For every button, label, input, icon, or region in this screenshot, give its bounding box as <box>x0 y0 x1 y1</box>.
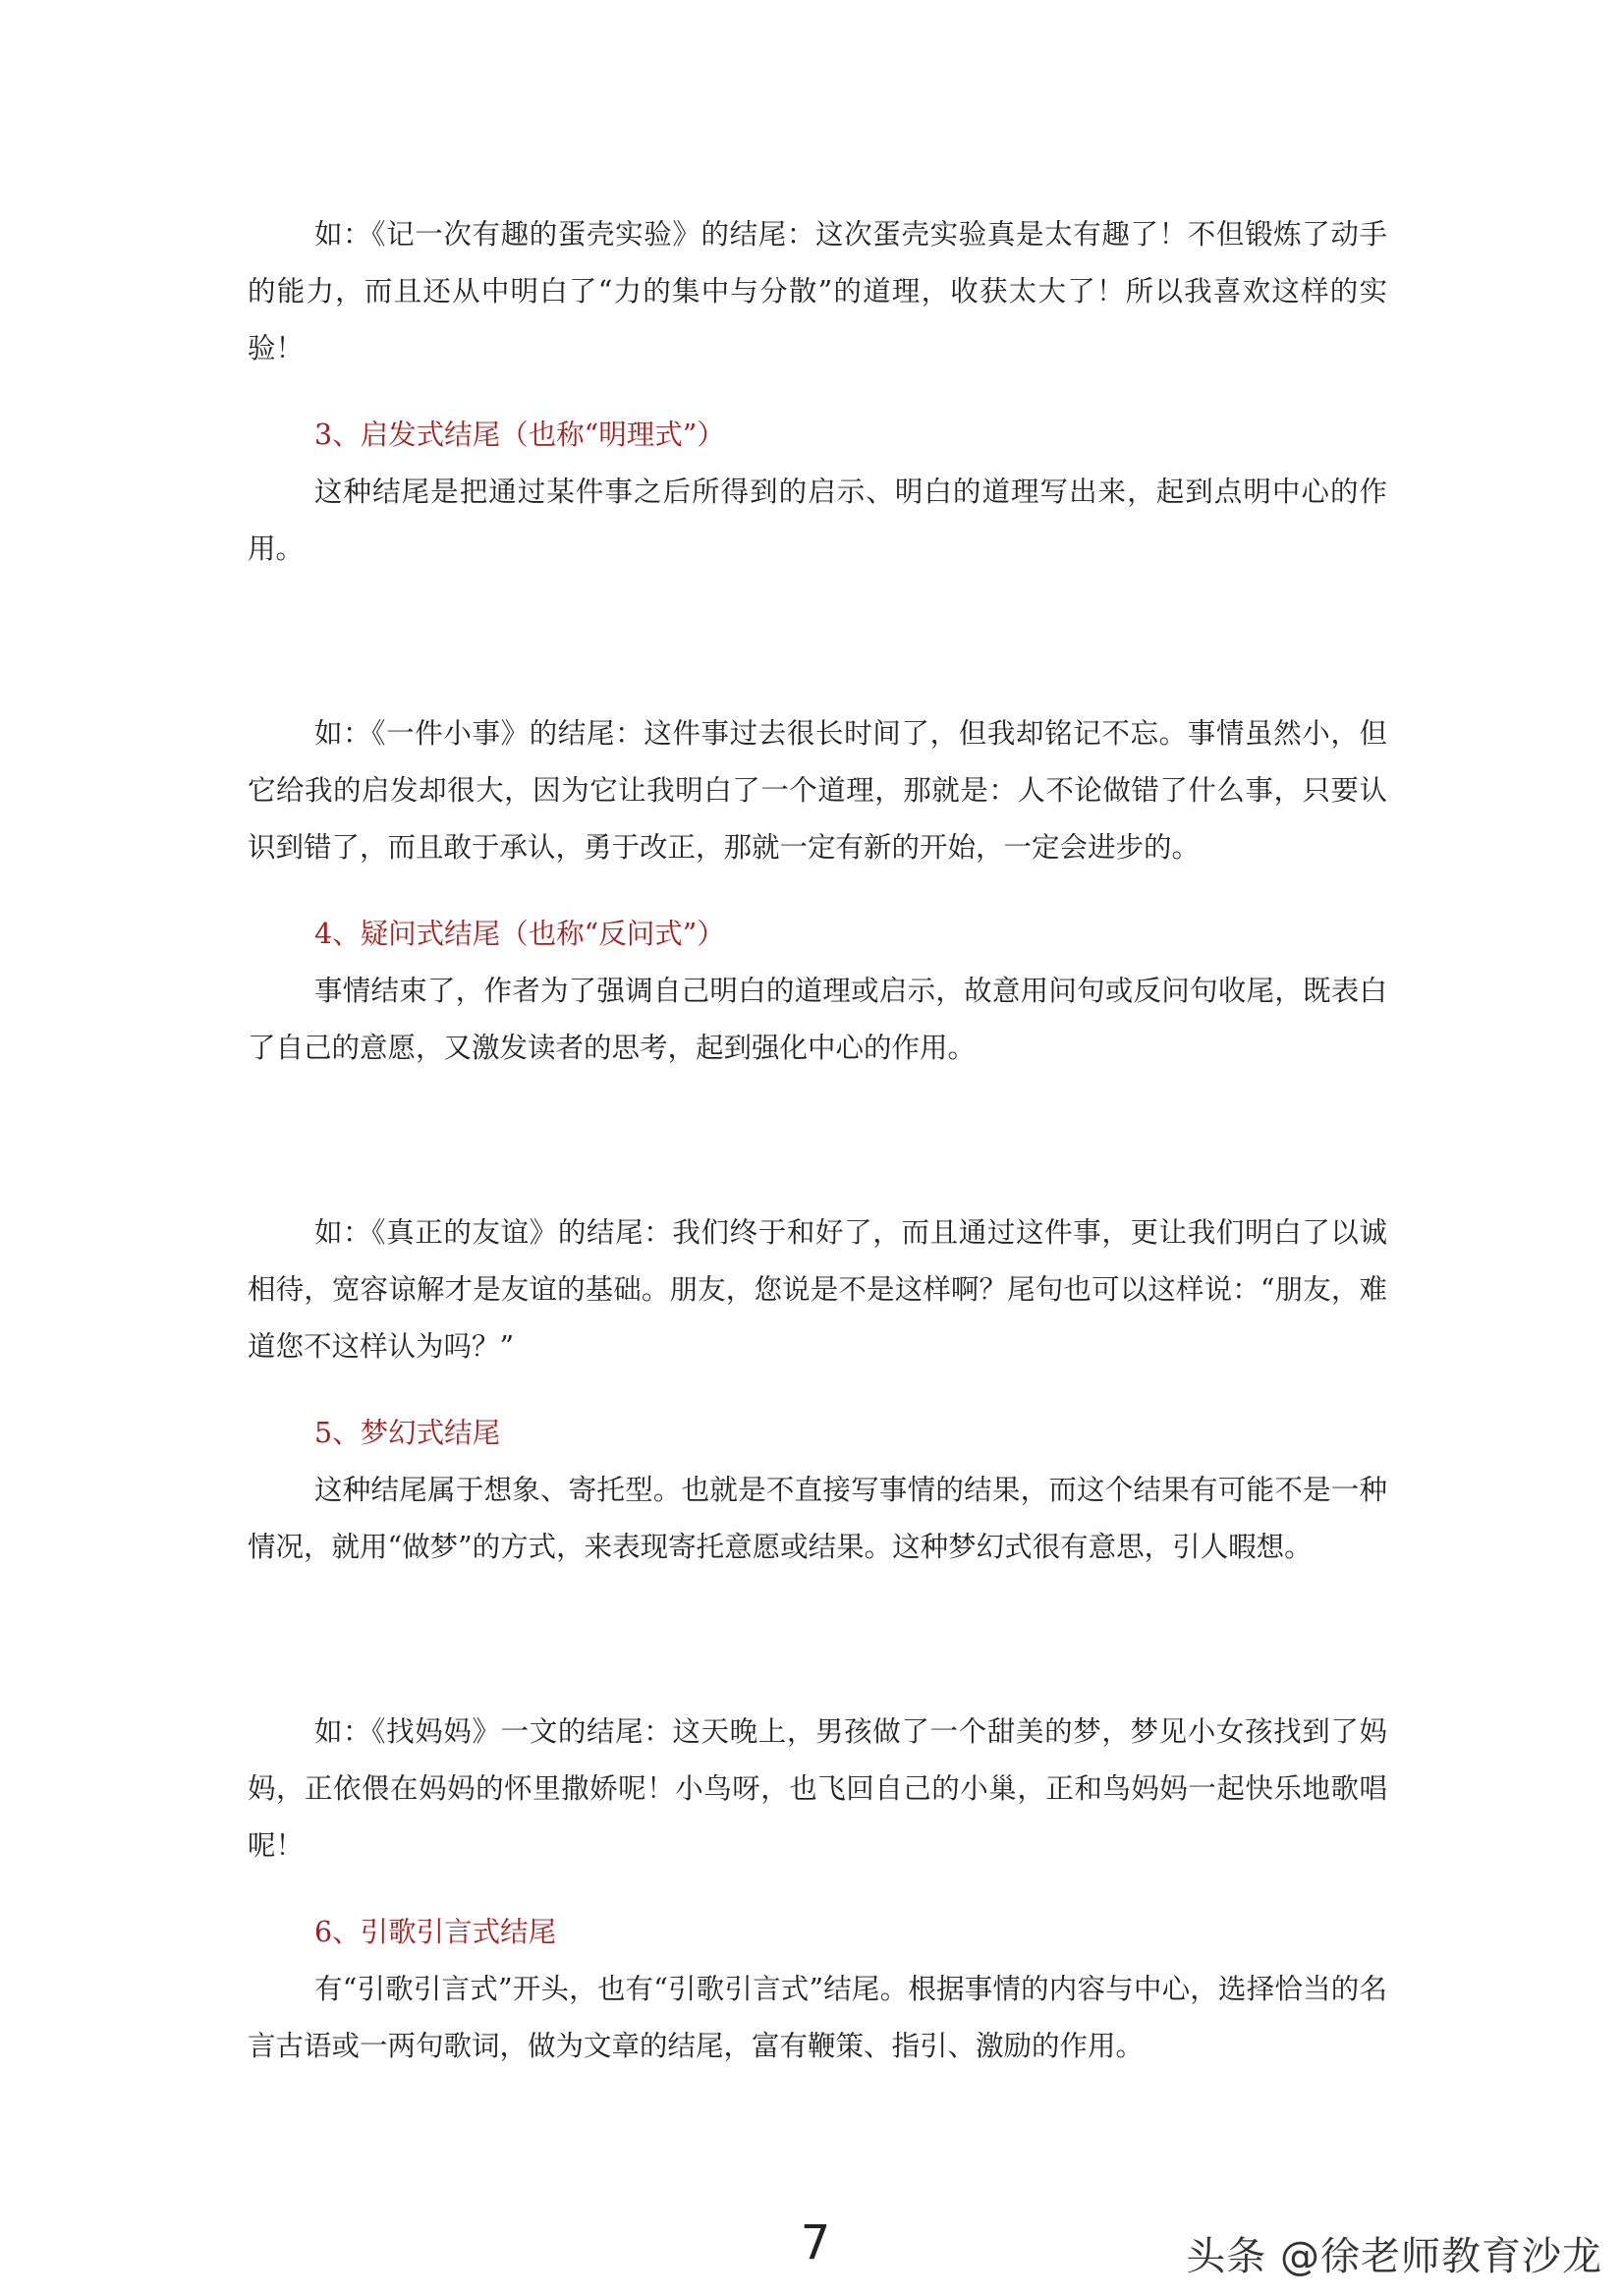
watermark: 头条 @徐老师教育沙龙 <box>1186 2234 1602 2279</box>
section-description: 这种结尾是把通过某件事之后所得到的启示、明白的道理写出来，起到点明中心的作用。 <box>248 476 1387 565</box>
page-number: 7 <box>800 2215 831 2270</box>
section-heading-5: 5、梦幻式结尾 <box>314 1417 501 1449</box>
section-heading-4: 4、疑问式结尾（也称“反问式”） <box>314 918 725 950</box>
section-heading-6: 6、引歌引言式结尾 <box>314 1916 557 1948</box>
example-paragraph: 如：《一件小事》的结尾：这件事过去很长时间了，但我却铭记不忘。事情虽然小，但它给我的启发却很大，因为它让我明白了一个道理，那就是：人不论做错了什么事，只要认识到错了，而且敢于承认，勇于改正，那就一定有新的开始，一定会进步的。 <box>248 717 1387 864</box>
section-heading-3: 3、启发式结尾（也称“明理式”） <box>314 419 725 451</box>
document-body <box>248 206 1387 2075</box>
example-paragraph: 如：《真正的友谊》的结尾：我们终于和好了，而且通过这件事，更让我们明白了以诚相待，宽容谅解才是友谊的基础。朋友，您说是不是这样啊？尾句也可以这样说：“朋友，难道您不这样认为吗？” <box>248 1216 1387 1363</box>
example-paragraph: 如：《找妈妈》一文的结尾：这天晚上，男孩做了一个甜美的梦，梦见小女孩找到了妈妈，正依偎在妈妈的怀里撒娇呢！小鸟呀，也飞回自己的小巢，正和鸟妈妈一起快乐地歌唱呢！ <box>248 1715 1387 1862</box>
example-paragraph: 如：《记一次有趣的蛋壳实验》的结尾：这次蛋壳实验真是太有趣了！不但锻炼了动手的能力，而且还从中明白了“力的集中与分散”的道理，收获太大了！所以我喜欢这样的实验！ <box>248 218 1387 364</box>
section-description: 事情结束了，作者为了强调自己明白的道理或启示，故意用问句或反问句收尾，既表白了自己的意愿，又激发读者的思考，起到强化中心的作用。 <box>248 975 1387 1064</box>
section-description: 有“引歌引言式”开头，也有“引歌引言式”结尾。根据事情的内容与中心，选择恰当的名言古语或一两句歌词，做为文章的结尾，富有鞭策、指引、激励的作用。 <box>248 1973 1387 2062</box>
section-description: 这种结尾属于想象、寄托型。也就是不直接写事情的结果，而这个结果有可能不是一种情况，就用“做梦”的方式，来表现寄托意愿或结果。这种梦幻式很有意思，引人暇想。 <box>248 1474 1387 1563</box>
